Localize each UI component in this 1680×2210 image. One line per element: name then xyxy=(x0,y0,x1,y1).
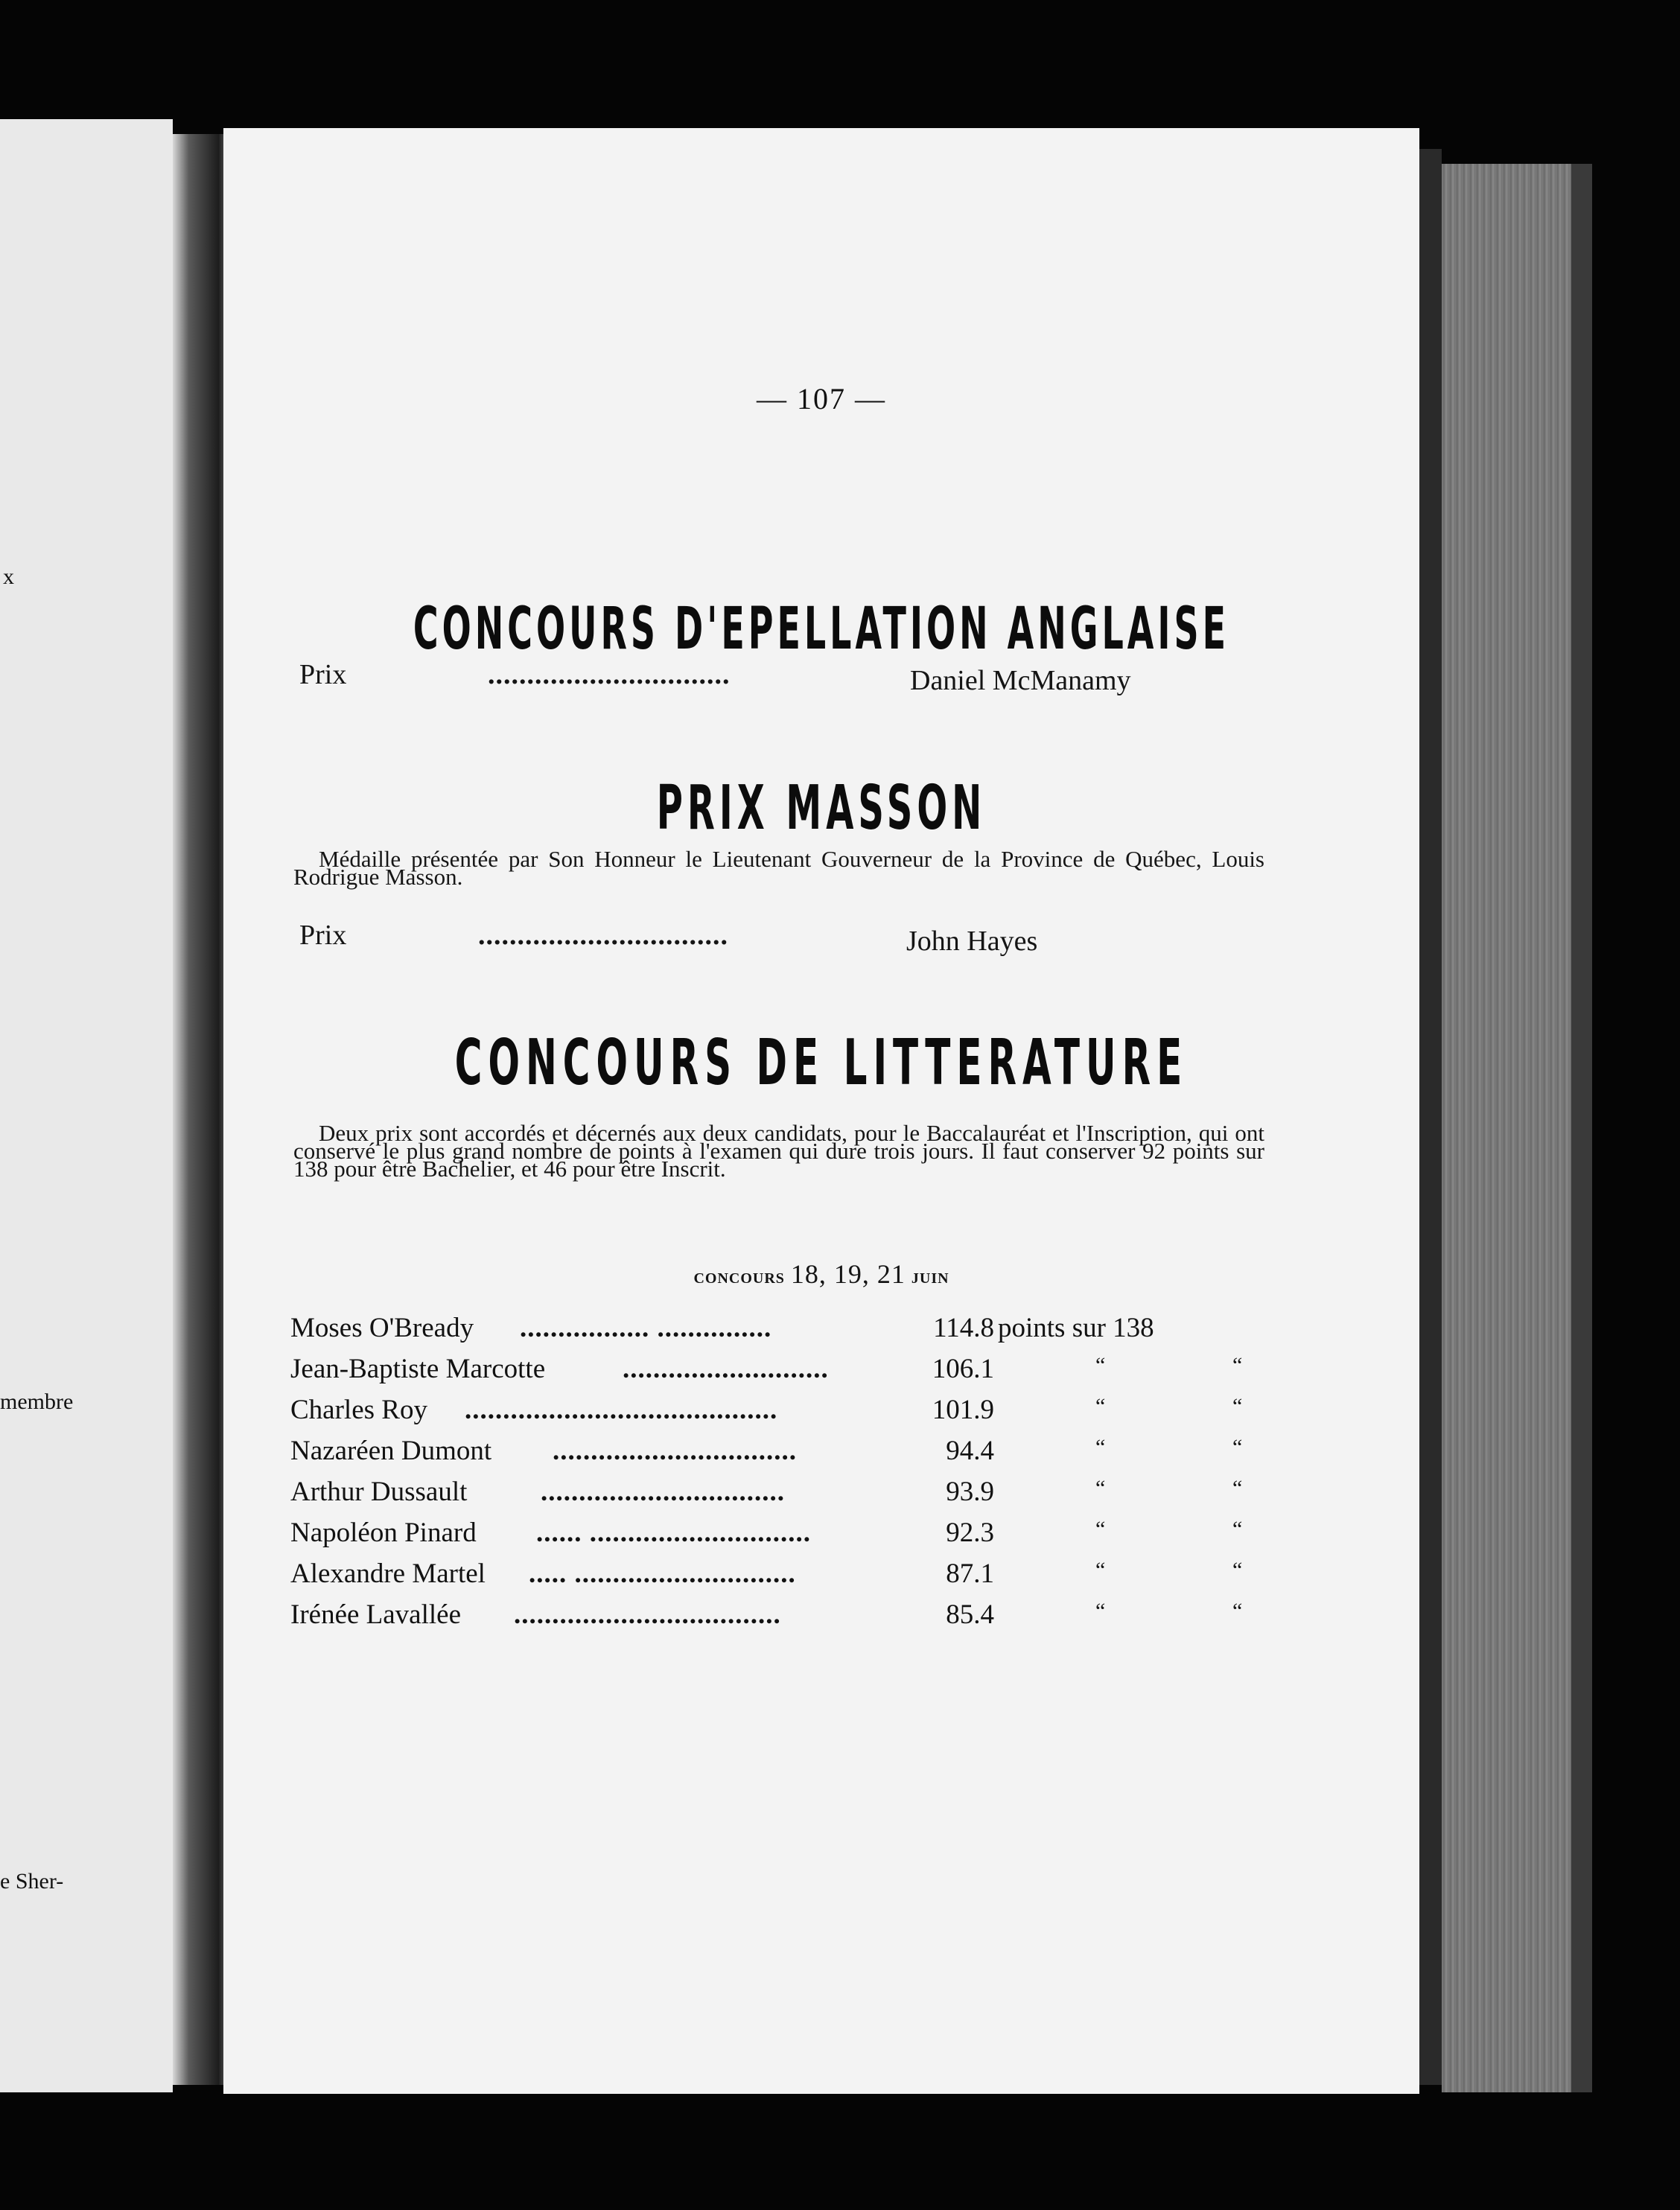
leader-dots: ...... ............................. xyxy=(536,1518,811,1548)
candidate-score: 106.1 xyxy=(932,1354,994,1384)
book-page xyxy=(223,128,1419,2094)
ditto-mark: “ xyxy=(1232,1517,1243,1541)
ditto-mark: “ xyxy=(1095,1435,1106,1459)
result-row xyxy=(290,1599,1259,1640)
prize-dots: ................................ xyxy=(478,920,728,951)
left-page-fragment: e Sher- xyxy=(0,1869,64,1894)
leader-dots: ................................ xyxy=(553,1436,797,1466)
contest-dates-days: 18, 19, 21 xyxy=(790,1259,906,1289)
result-row xyxy=(290,1312,1259,1353)
section-heading-masson: PRIX MASSON xyxy=(656,773,987,844)
candidate-score: 93.9 xyxy=(946,1477,994,1507)
contest-dates-prefix: concours xyxy=(693,1265,785,1288)
candidate-name: Charles Roy xyxy=(290,1395,427,1425)
candidate-name: Irénée Lavallée xyxy=(290,1599,462,1630)
leader-dots: ..... ............................. xyxy=(529,1558,796,1589)
candidate-name: Alexandre Martel xyxy=(290,1558,486,1589)
ditto-mark: “ xyxy=(1095,1517,1106,1541)
left-page-fragment: membre xyxy=(0,1389,74,1414)
masson-description: Médaille présentée par Son Honneur le Lieutenant Gouverneur de la Province de Québec, Louis Rodrigue Masson. xyxy=(293,846,1264,890)
book-edge xyxy=(1442,164,1591,2092)
candidate-name: Napoléon Pinard xyxy=(290,1518,477,1548)
result-row xyxy=(290,1517,1259,1558)
page-fore-edge xyxy=(1419,149,1442,2085)
candidate-name: Nazaréen Dumont xyxy=(290,1436,492,1466)
candidate-score: 87.1 xyxy=(946,1558,994,1589)
candidate-name: Moses O'Bready xyxy=(290,1313,474,1343)
ditto-mark: “ xyxy=(1095,1353,1106,1378)
ditto-mark: “ xyxy=(1232,1558,1243,1582)
prize-label: Prix xyxy=(299,659,347,690)
candidate-score: 101.9 xyxy=(932,1395,994,1425)
prize-dots: ............................... xyxy=(488,659,731,690)
prize-row-spelling xyxy=(299,658,1342,695)
candidate-name: Jean-Baptiste Marcotte xyxy=(290,1354,546,1384)
result-row xyxy=(290,1394,1259,1435)
candidate-name: Arthur Dussault xyxy=(290,1477,468,1507)
prize-row-masson xyxy=(299,919,1342,956)
leader-dots: ................. ............... xyxy=(520,1313,772,1343)
unit-label: points sur 138 xyxy=(998,1313,1154,1343)
ditto-mark: “ xyxy=(1232,1599,1243,1623)
leader-dots: ......................................... xyxy=(465,1395,778,1425)
ditto-mark: “ xyxy=(1232,1435,1243,1459)
ditto-mark: “ xyxy=(1232,1476,1243,1500)
candidate-score: 94.4 xyxy=(946,1436,994,1466)
candidate-score: 85.4 xyxy=(946,1599,994,1630)
page-number: — 107 — xyxy=(757,382,886,415)
result-row xyxy=(290,1353,1259,1394)
section-heading-spelling: CONCOURS D'EPELLATION ANGLAISE xyxy=(413,594,1230,663)
literature-description: Deux prix sont accordés et décernés aux deux candidats, pour le Baccalauréat et l'Inscription, qui ont conservé le plus grand nombre de points à l'examen qui dure trois jours. Il faut conserver 92 points sur 138 pour être Bachelier, et 46 pour être Inscrit. xyxy=(293,1120,1264,1182)
left-page xyxy=(0,119,173,2092)
prize-winner: Daniel McManamy xyxy=(910,665,1131,696)
ditto-mark: “ xyxy=(1095,1476,1106,1500)
ditto-mark: “ xyxy=(1095,1394,1106,1418)
candidate-score: 114.8 xyxy=(933,1313,994,1343)
leader-dots: ........................... xyxy=(623,1354,829,1384)
book-gutter xyxy=(173,134,219,2085)
left-page-fragment: x xyxy=(3,564,14,589)
ditto-mark: “ xyxy=(1232,1353,1243,1378)
leader-dots: ................................... xyxy=(514,1599,781,1630)
results-list xyxy=(290,1312,1259,1640)
candidate-score: 92.3 xyxy=(946,1518,994,1548)
leader-dots: ................................ xyxy=(541,1477,785,1507)
contest-dates-month: juin xyxy=(911,1265,949,1288)
result-row xyxy=(290,1558,1259,1599)
contest-dates xyxy=(223,1258,1419,1290)
prize-winner: John Hayes xyxy=(906,926,1038,957)
section-heading-literature: CONCOURS DE LITTERATURE xyxy=(454,1026,1189,1100)
ditto-mark: “ xyxy=(1095,1599,1106,1623)
ditto-mark: “ xyxy=(1232,1394,1243,1418)
result-row xyxy=(290,1435,1259,1476)
result-row xyxy=(290,1476,1259,1517)
book-edge-shadow xyxy=(1571,164,1592,2092)
prize-label: Prix xyxy=(299,920,347,951)
ditto-mark: “ xyxy=(1095,1558,1106,1582)
